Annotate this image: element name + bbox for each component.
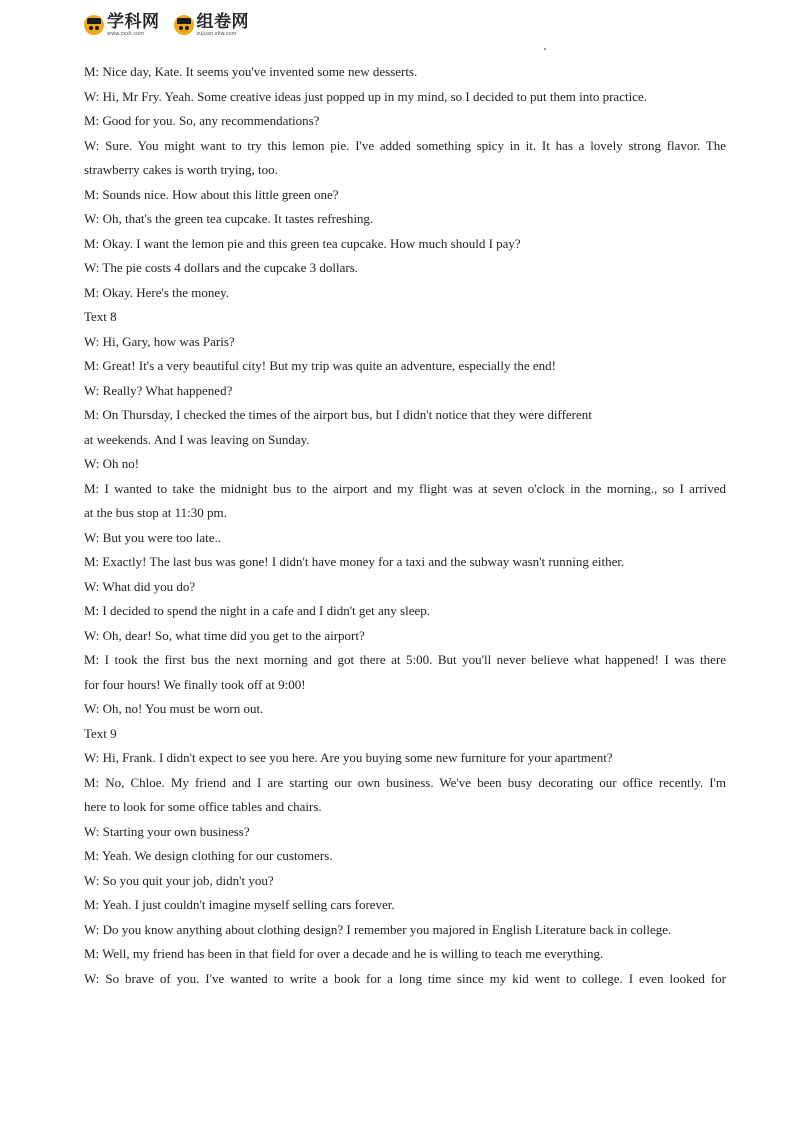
text-line: M: Great! It's a very beautiful city! But my trip was quite an adventure, especially the end! bbox=[84, 358, 556, 373]
text-line: W: Do you know anything about clothing design? I remember you majored in English Literature back in college. bbox=[84, 921, 672, 937]
text-line: M: Exactly! The last bus was gone! I didn't have money for a taxi and the subway wasn't running either. bbox=[84, 554, 625, 569]
text-line: W: Hi, Frank. I didn't expect to see you here. Are you buying some new furniture for your apartment? bbox=[84, 750, 613, 765]
transcript-body bbox=[84, 60, 726, 991]
text-line: M: Yeah. I just couldn't imagine myself selling cars forever. bbox=[84, 897, 395, 912]
logo-name: 组卷网 bbox=[196, 11, 249, 32]
logo-zxxk bbox=[84, 11, 160, 37]
text-line: M: Sounds nice. How about this little green one? bbox=[84, 186, 339, 202]
text-line: M: I took the first bus the next morning and got there at 5:00. But you'll never believe what happened! I was there bbox=[84, 652, 726, 667]
text-line: W: So you quit your job, didn't you? bbox=[84, 872, 274, 888]
text-line: W: So brave of you. I've wanted to write a book for a long time since my kid went to college. I even looked for bbox=[84, 970, 726, 986]
text-line: strawberry cakes is worth trying, too. bbox=[84, 162, 278, 177]
text-line: at weekends. And I was leaving on Sunday. bbox=[84, 431, 310, 447]
text-line: W: Starting your own business? bbox=[84, 823, 250, 839]
section-heading: Text 8 bbox=[84, 309, 117, 324]
text-line: here to look for some office tables and chairs. bbox=[84, 799, 322, 814]
logo-zujuan bbox=[174, 11, 250, 37]
section-heading: Text 9 bbox=[84, 725, 117, 741]
logo-url: www.zxxk.com bbox=[107, 30, 145, 37]
text-line: W: Oh, no! You must be worn out. bbox=[84, 701, 264, 716]
scan-dot bbox=[544, 48, 546, 50]
text-line: W: Oh, dear! So, what time did you get to the airport? bbox=[84, 627, 365, 643]
owl-logo-icon bbox=[84, 15, 104, 35]
text-line: W: Oh no! bbox=[84, 456, 140, 471]
text-line: at the bus stop at 11:30 pm. bbox=[84, 505, 227, 520]
text-line: M: Well, my friend has been in that field for over a decade and he is willing to teach me everything. bbox=[84, 946, 604, 961]
text-line: W: Hi, Mr Fry. Yeah. Some creative ideas just popped up in my mind, so I decided to put them into practice. bbox=[84, 88, 647, 104]
text-line: M: On Thursday, I checked the times of the airport bus, but I didn't notice that they were different bbox=[84, 407, 592, 422]
text-line: M: Yeah. We design clothing for our customers. bbox=[84, 848, 333, 863]
text-line: M: Nice day, Kate. It seems you've invented some new desserts. bbox=[84, 64, 418, 79]
text-line: M: Okay. Here's the money. bbox=[84, 284, 230, 300]
logo-url: zujuan.xkw.com bbox=[196, 30, 237, 37]
text-line: for four hours! We finally took off at 9:00! bbox=[84, 676, 306, 692]
text-line: W: Really? What happened? bbox=[84, 382, 233, 398]
text-line: M: Good for you. So, any recommendations? bbox=[84, 113, 320, 128]
text-line: W: The pie costs 4 dollars and the cupcake 3 dollars. bbox=[84, 260, 359, 275]
text-line: W: Sure. You might want to try this lemon pie. I've added something spicy in it. It has a lovely strong flavor. The bbox=[84, 137, 726, 153]
text-line: W: Oh, that's the green tea cupcake. It tastes refreshing. bbox=[84, 211, 374, 226]
page-header bbox=[84, 10, 263, 40]
text-line: M: No, Chloe. My friend and I are starting our own business. We've been busy decorating our office recently. I'm bbox=[84, 774, 726, 790]
text-line: W: What did you do? bbox=[84, 578, 196, 594]
logo-name: 学科网 bbox=[107, 11, 160, 32]
text-line: M: I decided to spend the night in a cafe and I didn't get any sleep. bbox=[84, 603, 431, 618]
text-line: W: But you were too late.. bbox=[84, 529, 222, 545]
text-line: M: I wanted to take the midnight bus to the airport and my flight was at seven o'clock in the morning., so I arrived bbox=[84, 480, 726, 496]
text-line: W: Hi, Gary, how was Paris? bbox=[84, 333, 235, 349]
text-line: M: Okay. I want the lemon pie and this green tea cupcake. How much should I pay? bbox=[84, 235, 521, 251]
owl-logo-icon bbox=[174, 15, 194, 35]
